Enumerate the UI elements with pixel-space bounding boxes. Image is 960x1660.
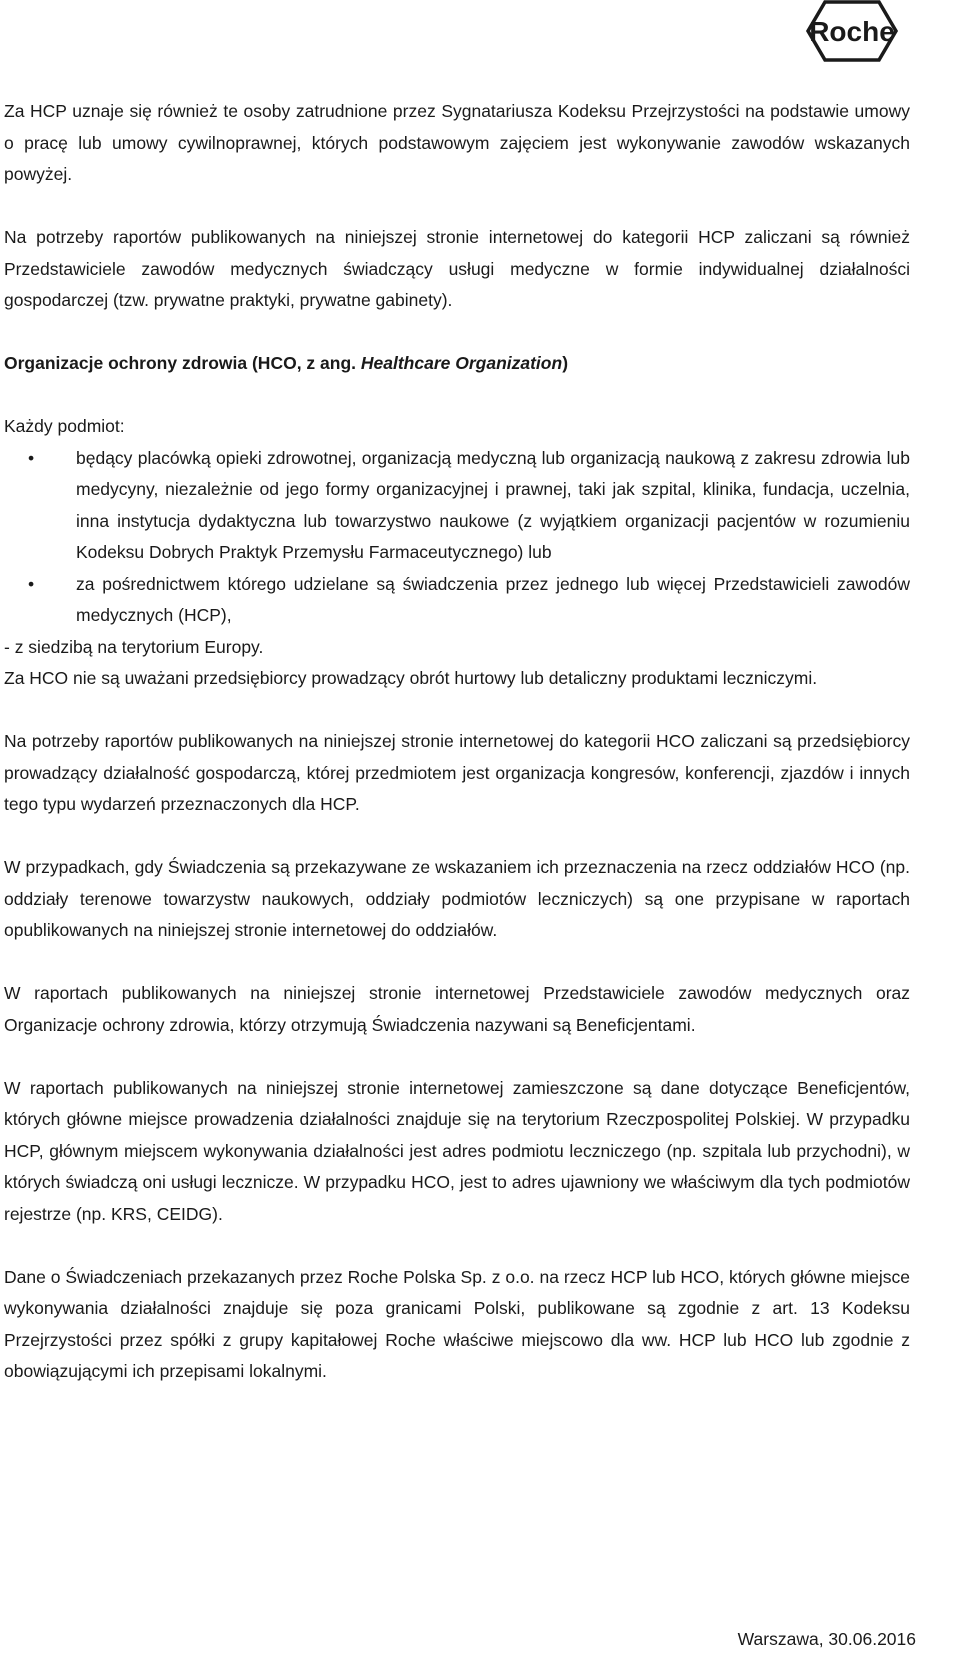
section-heading-hco [4,348,910,380]
bullet-marker: • [28,447,35,468]
bullet-text: za pośrednictwem którego udzielane są świadczenia przez jednego lub więcej Przedstawicieli zawodów medycznych (HCP), [76,573,910,625]
paragraph-hco-reports: Na potrzeby raportów publikowanych na niniejszej stronie internetowej do kategorii HCO zaliczani są przedsiębiorcy prowadzący działalność gospodarczą, której przedmiotem jest organizacja kongresów, konferencji, zjazdów i innych tego typu wydarzeń przeznaczonych dla HCP. [4,731,910,814]
bullet-marker: • [28,573,35,594]
document-body [4,96,910,1388]
paragraph-hco-exclusion: Za HCO nie są uważani przedsiębiorcy prowadzący obrót hurtowy lub detaliczny produktami leczniczymi. [4,668,818,688]
bullet-text: będący placówką opieki zdrowotnej, organizacją medyczną lub organizacją naukową z zakresu zdrowia lub medycyny, niezależnie od jego formy organizacyjnej i prawnej, taki jak szpital, klinika, fundacja, uczelnia, inna instytucja dydaktyczna lub towarzystwo naukowe (z wyjątkiem organizacji pacjentów w rozumieniu Kodeksu Dobrych Praktyk Przemysłu Farmaceutycznego) lub [76,447,910,562]
paragraph-hcp-reports: Na potrzeby raportów publikowanych na niniejszej stronie internetowej do kategorii HCP zaliczani są również Przedstawiciele zawodów medycznych świadczący usługi medyczne w formie indywidualnej działalności gospodarczej (tzw. prywatne praktyki, prywatne gabinety). [4,227,910,310]
paragraph-beneficiaries: W raportach publikowanych na niniejszej stronie internetowej Przedstawiciele zawodów medycznych oraz Organizacje ochrony zdrowia, którzy otrzymują Świadczenia nazywani są Beneficjentami. [4,983,910,1035]
heading-text-start: Organizacje ochrony zdrowia (HCO, z ang. [4,353,361,373]
paragraph-hcp-employees: Za HCP uznaje się również te osoby zatrudnione przez Sygnatariusza Kodeksu Przejrzystości na podstawie umowy o pracę lub umowy cywilnoprawnej, których podstawowym zajęciem jest wykonywanie zawodów wskazanych powyżej. [4,101,910,184]
bullet-list [4,443,910,632]
heading-text-italic: Healthcare Organization [360,353,563,373]
paragraph-hco-branches: W przypadkach, gdy Świadczenia są przekazywane ze wskazaniem ich przeznaczenia na rzecz oddziałów HCO (np. oddziały terenowe towarzystw naukowych, oddziały podmiotów leczniczych) są one przypisane w raportach opublikowanych na niniejszej stronie internetowej do oddziałów. [4,857,910,940]
bullet-item [4,443,910,569]
paragraph-foreign-data: Dane o Świadczeniach przekazanych przez Roche Polska Sp. z o.o. na rzecz HCP lub HCO, których główne miejsce wykonywania działalności znajduje się poza granicami Polski, publikowane są zgodnie z art. 13 Kodeksu Przejrzystości przez spółki z grupy kapitałowej Roche właściwe miejscowo dla ww. HCP lub HCO lub zgodnie z obowiązującymi ich przepisami lokalnymi. [4,1266,910,1381]
paragraph-poland-scope: W raportach publikowanych na niniejszej stronie internetowej zamieszczone są dane dotyczące Beneficjentów, których główne miejsce prowadzenia działalności znajduje się na terytorium Rzeczpospolitej Polskiej. W przypadku HCP, głównym miejscem wykonywania działalności jest adres podmiotu leczniczego (np. szpitala lub przychodni), w których świadczą oni usługi lecznicze. W przypadku HCO, jest to adres ujawniony we właściwym dla tych podmiotów rejestrze (np. KRS, CEIDG). [4,1077,910,1224]
logo-text: Roche [809,16,895,47]
bullet-item [4,569,910,632]
roche-logo [790,0,914,62]
paragraph-seat: - z siedzibą na terytorium Europy. [4,636,264,657]
heading-text-end: ) [562,353,569,373]
footer-date: Warszawa, 30.06.2016 [737,1629,916,1649]
paragraph-intro: Każdy podmiot: [4,416,125,436]
